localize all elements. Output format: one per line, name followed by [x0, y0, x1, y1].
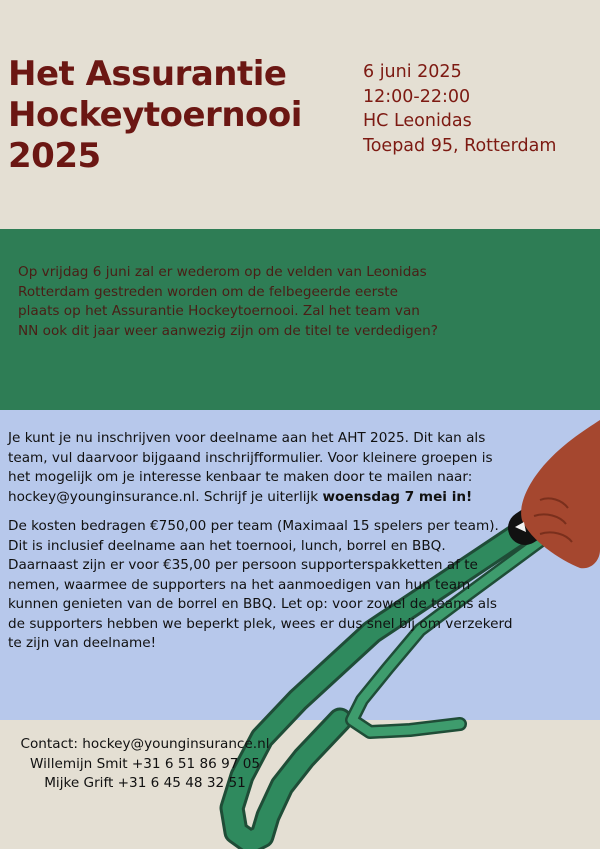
event-info [363, 60, 598, 158]
event-time: 12:00-22:00 [363, 86, 471, 107]
title-line: 2025 [8, 136, 101, 176]
header-section [0, 0, 600, 229]
contact-person-2: Mijke Grift +31 6 45 48 32 51 [44, 775, 246, 791]
intro-text: Op vrijdag 6 juni zal er wederom op de velden van Leonidas Rotterdam gestreden worden om de felbegeerde eerste plaats op het Assurantie Hockeytoernooi. Zal het team van NN ook dit jaar weer aanwezig zijn om de titel te verdedigen? [18, 264, 438, 339]
contact-person-1: Willemijn Smit +31 6 51 86 97 05 [30, 755, 260, 772]
details-text [8, 429, 518, 664]
page-title [8, 54, 348, 177]
event-address: Toepad 95, Rotterdam [363, 135, 557, 156]
contact-block [0, 735, 290, 794]
event-venue: HC Leonidas [363, 111, 472, 131]
intro-section [0, 229, 600, 410]
costs-paragraph: De kosten bedragen €750,00 per team (Maximaal 15 spelers per team). Dit is inclusief deelname aan het toernooi, lunch, borrel en BBQ. Daarnaast zijn er voor €35,00 per persoon supporterspakketten af te nemen, waarmee de supporters na het aanmoedigen van hun team kunnen genieten van de borrel en BBQ. Let op: voor zowel de teams als de supporters hebben we beperkt plek, wees er dus snel bij om verzekerd te zijn van deelname! [8, 518, 513, 651]
registration-paragraph [8, 429, 518, 507]
event-date: 6 juni 2025 [363, 62, 462, 82]
title-line: Het Assurantie [8, 54, 287, 94]
contact-email-line: Contact: hockey@younginsurance.nl [20, 736, 270, 752]
title-line: Hockeytoernooi [8, 95, 302, 135]
registration-text: Je kunt je nu inschrijven voor deelname aan het AHT 2025. Dit kan als team, vul daarvoor bijgaand inschrijfformulier. Voor kleinere groepen is het mogelijk om je interesse kenbaar te maken door te mailen naar: hockey@younginsurance.nl. Schrijf je uiterlijk [8, 430, 493, 505]
registration-deadline: woensdag 7 mei in! [322, 488, 473, 505]
